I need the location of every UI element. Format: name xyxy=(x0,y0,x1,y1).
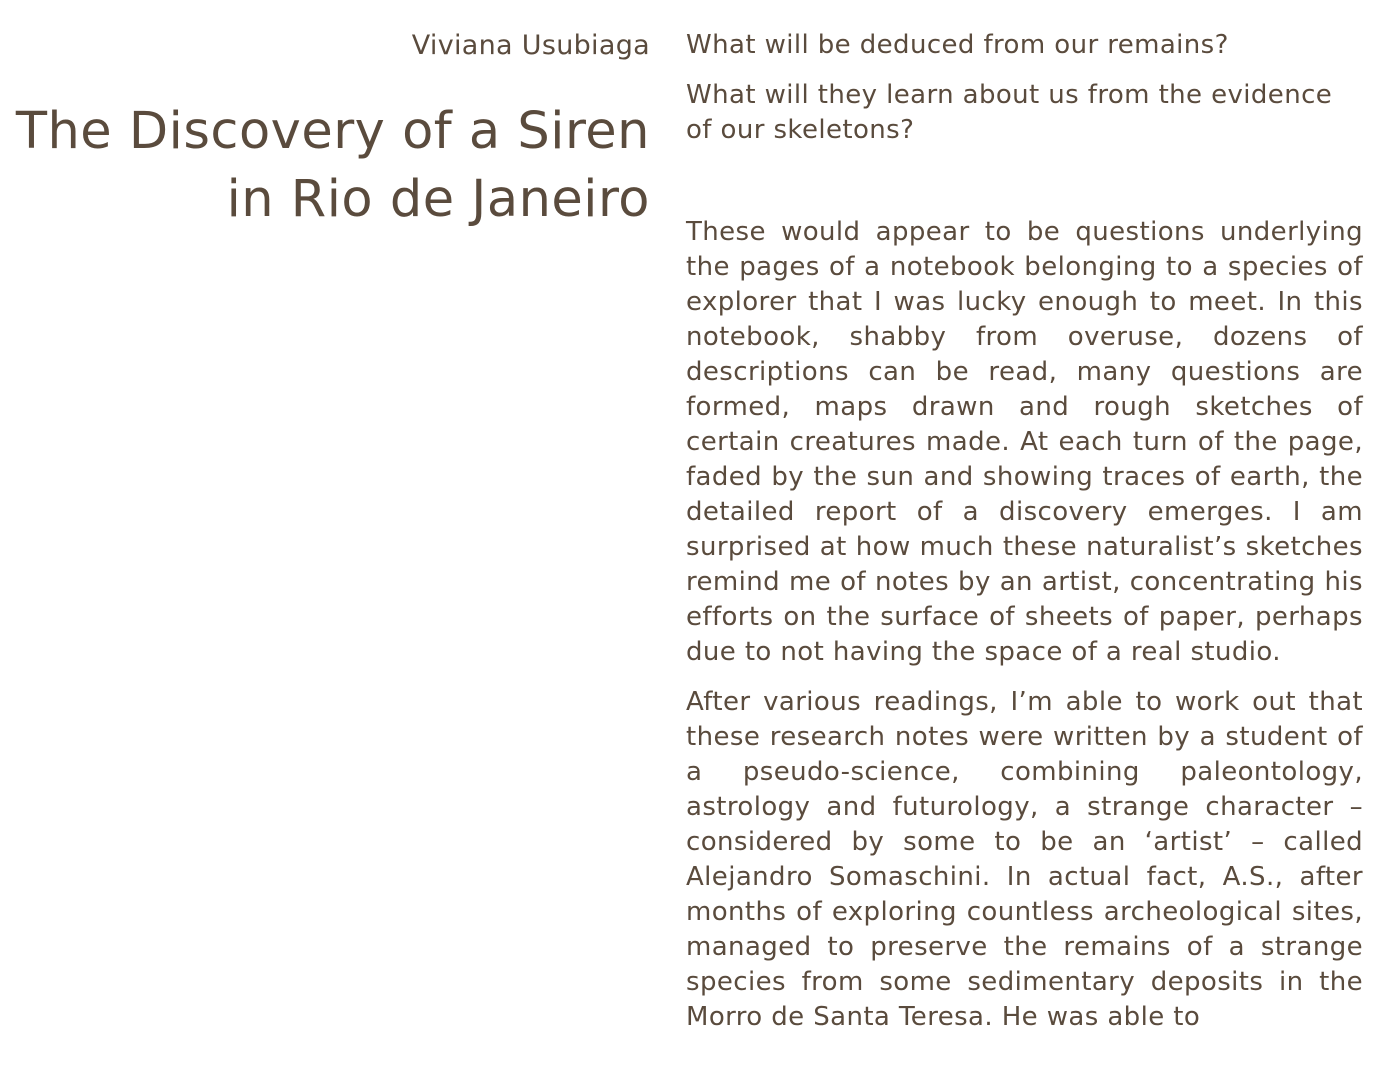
opening-question-2: What will they learn about us from the evidence of our skeletons? xyxy=(686,80,1333,145)
article-body xyxy=(686,28,1363,1050)
title-line-1: The Discovery of a Siren xyxy=(15,102,650,161)
author-name: Viviana Usubiaga xyxy=(411,30,650,61)
body-paragraph-1: These would appear to be questions underlying the pages of a notebook belonging to a species of explorer that I was lucky enough to meet. In this notebook, shabby from overuse, dozens of descriptions can be read, many questions are formed, maps drawn and rough sketches of certain creatures made. At each turn of the page, faded by the sun and showing traces of earth, the detailed report of a discovery emerges. I am surprised at how much these naturalist’s sketches remind me of notes by an artist, concentrating his efforts on the surface of sheets of paper, perhaps due to not having the space of a real studio. xyxy=(686,217,1363,667)
opening-question-1: What will be deduced from our remains? xyxy=(686,30,1229,60)
title-line-2: in Rio de Janeiro xyxy=(226,170,650,229)
article-title xyxy=(16,98,650,234)
body-paragraph-2: After various readings, I’m able to work out that these research notes were written by a student of a pseudo-science, combining paleontology, astrology and futurology, a strange character – considered by some to be an ‘artist’ – called Alejandro Somaschini. In actual fact, A.S., after months of exploring countless archeological sites, managed to preserve the remains of a strange species from some sedimentary deposits in the Morro de Santa Teresa. He was able to xyxy=(686,687,1363,1032)
